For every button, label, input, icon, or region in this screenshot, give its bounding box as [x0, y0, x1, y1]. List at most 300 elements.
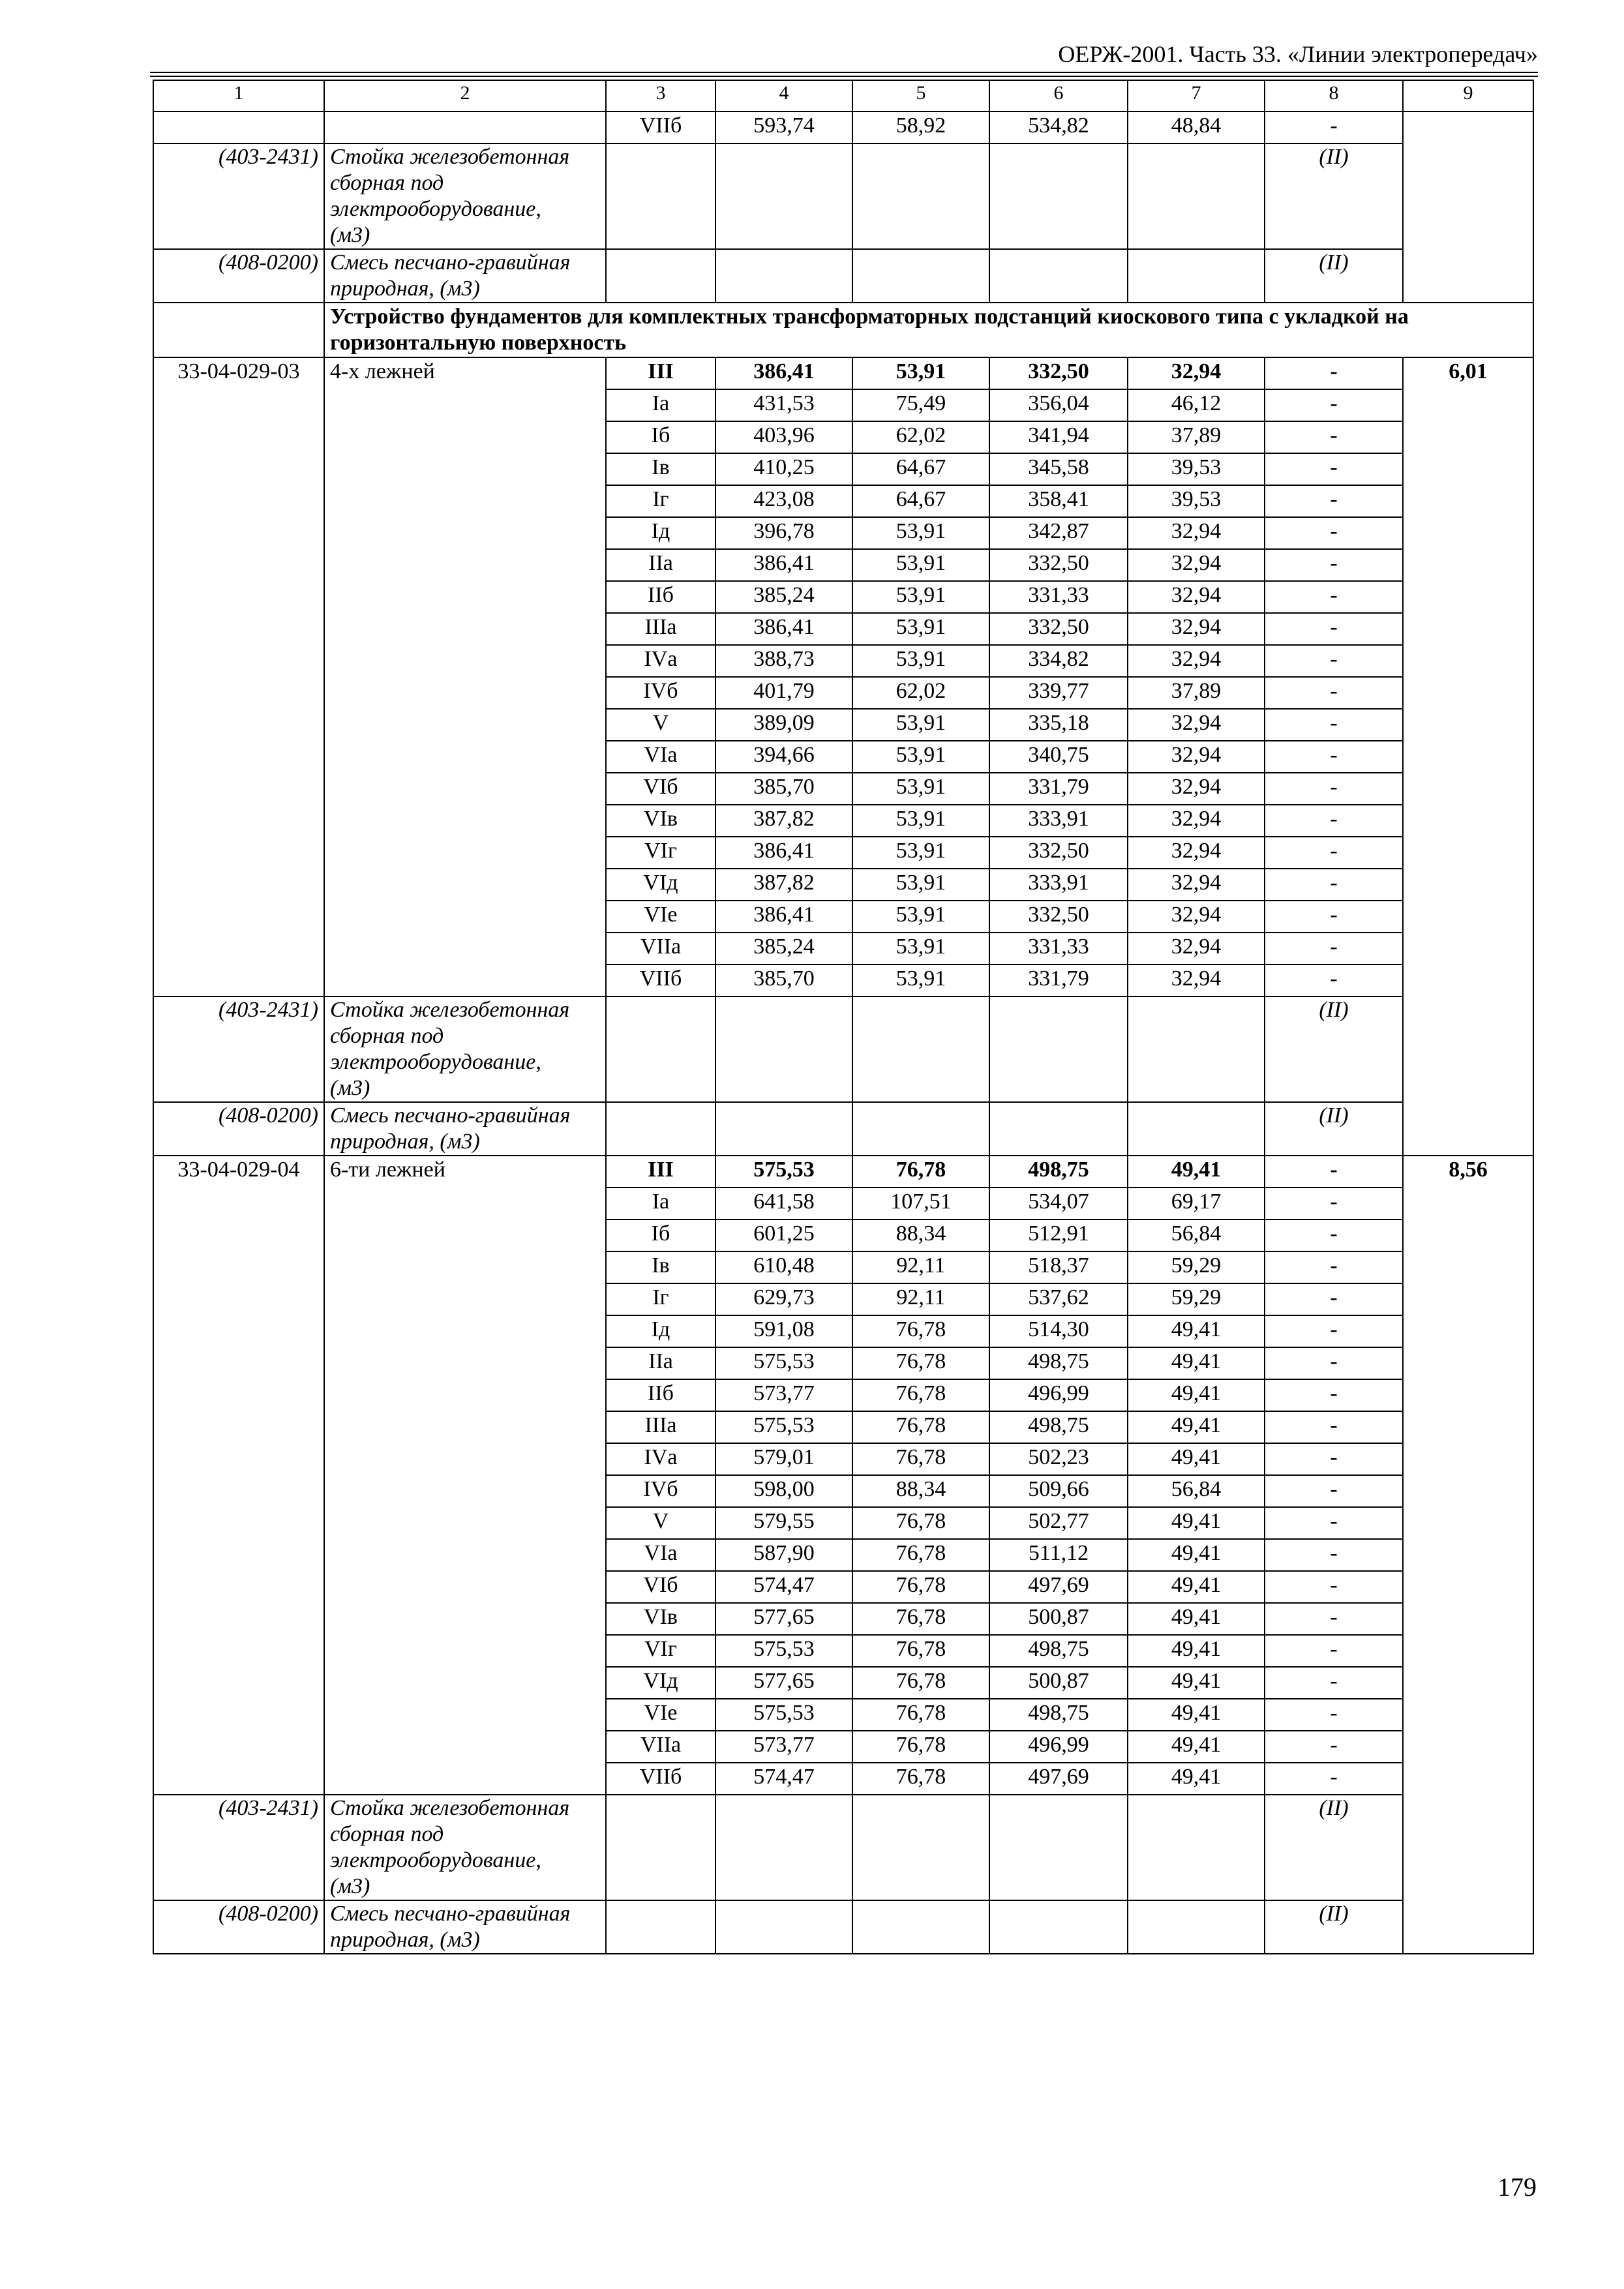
resource-code: (408-0200) — [153, 249, 324, 303]
value-cell-c4: 385,24 — [715, 581, 852, 613]
column-number: 6 — [989, 80, 1128, 112]
value-cell-c8: - — [1265, 453, 1403, 485]
value-cell-c6: 345,58 — [989, 453, 1128, 485]
empty-cell — [989, 1102, 1128, 1156]
value-cell-c7: 49,41 — [1128, 1667, 1265, 1699]
rate-name: 4-х лежней — [324, 357, 606, 996]
value-cell-c4: 386,41 — [715, 357, 852, 389]
value-cell-c7: 37,89 — [1128, 677, 1265, 709]
value-cell-c4: 388,73 — [715, 645, 852, 677]
value-cell-c8: - — [1265, 933, 1403, 965]
column-number: 8 — [1265, 80, 1403, 112]
value-cell-c5: 53,91 — [852, 709, 989, 741]
resource-row — [153, 1795, 1533, 1900]
resource-name-line: Стойка железобетонная — [330, 1795, 570, 1820]
value-cell-c7: 59,29 — [1128, 1251, 1265, 1283]
empty-cell — [715, 1795, 852, 1900]
value-cell-c5: 76,78 — [852, 1699, 989, 1731]
page-header-title: ОЕРЖ-2001. Часть 33. «Линии электропередач» — [1058, 41, 1538, 67]
value-cell-c4: 386,41 — [715, 901, 852, 933]
value-cell-c6: 496,99 — [989, 1731, 1128, 1763]
zone-cell: VIд — [606, 1667, 715, 1699]
zone-cell: VIб — [606, 1571, 715, 1603]
value-cell-c6: 537,62 — [989, 1283, 1128, 1315]
value-cell-c7: 49,41 — [1128, 1411, 1265, 1443]
rate-c9: 8,56 — [1403, 1156, 1533, 1954]
value-cell-c6: 512,91 — [989, 1219, 1128, 1251]
value-cell-c6: 511,12 — [989, 1539, 1128, 1571]
value-cell-c5: 53,91 — [852, 517, 989, 549]
value-cell-c6: 500,87 — [989, 1667, 1128, 1699]
resource-mark: (II) — [1265, 1795, 1403, 1900]
resource-code: (403-2431) — [153, 996, 324, 1102]
resource-mark: (II) — [1265, 143, 1403, 249]
value-cell-c8: - — [1265, 1731, 1403, 1763]
header-rule — [150, 72, 1538, 73]
value-cell-c7: 32,94 — [1128, 645, 1265, 677]
empty-cell — [324, 112, 606, 143]
value-cell-c8: - — [1265, 1603, 1403, 1635]
empty-cell — [1128, 1900, 1265, 1954]
value-cell-c5: 64,67 — [852, 485, 989, 517]
value-cell-c5: 76,78 — [852, 1731, 989, 1763]
empty-cell — [852, 996, 989, 1102]
value-cell-c6: 509,66 — [989, 1475, 1128, 1507]
resource-name-line: сборная под — [330, 171, 444, 195]
value-cell-c4: 575,53 — [715, 1156, 852, 1188]
value-cell-c7: 32,94 — [1128, 933, 1265, 965]
zone-cell: VIг — [606, 837, 715, 869]
zone-cell: VIIб — [606, 112, 715, 143]
empty-cell — [153, 112, 324, 143]
value-cell-c6: 498,75 — [989, 1156, 1128, 1188]
resource-row — [153, 1102, 1533, 1156]
value-cell-c6: 332,50 — [989, 837, 1128, 869]
value-cell-c7: 32,94 — [1128, 869, 1265, 901]
value-cell-c7: 32,94 — [1128, 581, 1265, 613]
value-cell-c8: - — [1265, 1763, 1403, 1795]
value-cell-c8: - — [1265, 1379, 1403, 1411]
value-cell-c8: - — [1265, 869, 1403, 901]
value-cell-c6: 331,79 — [989, 965, 1128, 996]
zone-cell: Iг — [606, 1283, 715, 1315]
resource-code: (403-2431) — [153, 1795, 324, 1900]
zone-cell: IIа — [606, 549, 715, 581]
value-cell-c8: - — [1265, 741, 1403, 773]
resource-mark: (II) — [1265, 1900, 1403, 1954]
value-cell-c7: 39,53 — [1128, 453, 1265, 485]
value-cell-c8: - — [1265, 901, 1403, 933]
value-cell-c8: - — [1265, 1443, 1403, 1475]
value-cell-c5: 53,91 — [852, 773, 989, 805]
value-cell-c8: - — [1265, 1188, 1403, 1219]
value-cell-c5: 62,02 — [852, 677, 989, 709]
value-cell-c7: 32,94 — [1128, 517, 1265, 549]
value-cell-c6: 497,69 — [989, 1571, 1128, 1603]
rate-code: 33-04-029-03 — [153, 357, 324, 996]
zone-cell: IVб — [606, 1475, 715, 1507]
value-cell-c5: 76,78 — [852, 1635, 989, 1667]
value-cell-c4: 385,70 — [715, 773, 852, 805]
resource-name — [324, 1102, 606, 1156]
value-cell-c4: 403,96 — [715, 421, 852, 453]
value-cell-c7: 49,41 — [1128, 1603, 1265, 1635]
value-cell-c5: 58,92 — [852, 112, 989, 143]
zone-cell: V — [606, 709, 715, 741]
value-cell-c8: - — [1265, 1347, 1403, 1379]
value-cell-c7: 39,53 — [1128, 485, 1265, 517]
zone-cell: VIа — [606, 741, 715, 773]
value-cell-c6: 358,41 — [989, 485, 1128, 517]
value-cell-c8: - — [1265, 677, 1403, 709]
value-cell-c6: 518,37 — [989, 1251, 1128, 1283]
value-cell-c7: 49,41 — [1128, 1763, 1265, 1795]
value-cell-c5: 53,91 — [852, 613, 989, 645]
resource-mark: (II) — [1265, 1102, 1403, 1156]
value-cell-c4: 579,01 — [715, 1443, 852, 1475]
empty-cell — [606, 1900, 715, 1954]
empty-cell — [1128, 1795, 1265, 1900]
resource-code: (408-0200) — [153, 1900, 324, 1954]
empty-cell — [715, 249, 852, 303]
zone-cell: Iа — [606, 389, 715, 421]
zone-cell: VIа — [606, 1539, 715, 1571]
value-cell-c6: 356,04 — [989, 389, 1128, 421]
value-cell-c8: - — [1265, 1411, 1403, 1443]
value-cell-c4: 396,78 — [715, 517, 852, 549]
value-cell-c6: 534,07 — [989, 1188, 1128, 1219]
value-cell-c8: - — [1265, 965, 1403, 996]
value-cell-c8: - — [1265, 613, 1403, 645]
zone-cell: VIд — [606, 869, 715, 901]
value-cell-c4: 577,65 — [715, 1603, 852, 1635]
value-cell-c4: 575,53 — [715, 1347, 852, 1379]
value-cell-c5: 76,78 — [852, 1379, 989, 1411]
value-cell-c6: 496,99 — [989, 1379, 1128, 1411]
zone-cell: IIб — [606, 581, 715, 613]
resource-mark: (II) — [1265, 249, 1403, 303]
value-cell-c4: 423,08 — [715, 485, 852, 517]
value-cell-c5: 76,78 — [852, 1763, 989, 1795]
value-cell-c6: 341,94 — [989, 421, 1128, 453]
value-cell-c8: - — [1265, 1475, 1403, 1507]
value-cell-c6: 534,82 — [989, 112, 1128, 143]
value-cell-c8: - — [1265, 1315, 1403, 1347]
value-cell-c4: 394,66 — [715, 741, 852, 773]
zone-cell: IIб — [606, 1379, 715, 1411]
value-cell-c8: - — [1265, 1571, 1403, 1603]
value-cell-c7: 49,41 — [1128, 1379, 1265, 1411]
resource-name-line: (м3) — [330, 1874, 370, 1898]
zone-cell: IVб — [606, 677, 715, 709]
value-cell-c8: - — [1265, 1219, 1403, 1251]
zone-cell: Iд — [606, 1315, 715, 1347]
value-cell-c4: 577,65 — [715, 1667, 852, 1699]
value-cell-c7: 49,41 — [1128, 1443, 1265, 1475]
resource-code: (403-2431) — [153, 143, 324, 249]
value-cell-c4: 573,77 — [715, 1379, 852, 1411]
value-cell-c5: 53,91 — [852, 965, 989, 996]
zone-cell: VIв — [606, 805, 715, 837]
value-cell-c7: 32,94 — [1128, 357, 1265, 389]
rate-name: 6-ти лежней — [324, 1156, 606, 1795]
zone-cell: IIIа — [606, 1411, 715, 1443]
header-rule — [150, 76, 1538, 77]
resource-name-line: Стойка железобетонная — [330, 145, 570, 169]
resource-name-line: природная, (м3) — [330, 277, 480, 301]
value-cell-c4: 641,58 — [715, 1188, 852, 1219]
value-cell-c6: 331,79 — [989, 773, 1128, 805]
zone-cell: VIе — [606, 1699, 715, 1731]
value-cell-c7: 56,84 — [1128, 1219, 1265, 1251]
column-number: 5 — [852, 80, 989, 112]
resource-code: (408-0200) — [153, 1102, 324, 1156]
value-cell-c4: 575,53 — [715, 1635, 852, 1667]
zone-cell: VIIа — [606, 933, 715, 965]
value-cell-c4: 629,73 — [715, 1283, 852, 1315]
resource-row — [153, 249, 1533, 303]
value-cell-c4: 387,82 — [715, 869, 852, 901]
value-cell-c5: 53,91 — [852, 357, 989, 389]
column-number-row — [153, 80, 1533, 112]
resource-mark: (II) — [1265, 996, 1403, 1102]
value-cell-c5: 53,91 — [852, 741, 989, 773]
empty-cell — [1128, 1102, 1265, 1156]
value-cell-c6: 340,75 — [989, 741, 1128, 773]
column-number: 4 — [715, 80, 852, 112]
zone-cell: Iа — [606, 1188, 715, 1219]
empty-cell — [1128, 143, 1265, 249]
value-cell-c5: 92,11 — [852, 1251, 989, 1283]
empty-cell — [1128, 249, 1265, 303]
value-cell-c4: 579,55 — [715, 1507, 852, 1539]
value-cell-c4: 593,74 — [715, 112, 852, 143]
resource-name-line: электрооборудование, — [330, 1049, 541, 1074]
value-cell-c4: 386,41 — [715, 613, 852, 645]
value-cell-c8: - — [1265, 421, 1403, 453]
empty-cell — [989, 996, 1128, 1102]
resource-name-line: природная, (м3) — [330, 1927, 480, 1952]
resource-name — [324, 996, 606, 1102]
rates-table — [153, 80, 1534, 1954]
value-cell-c8: - — [1265, 709, 1403, 741]
value-cell-c5: 53,91 — [852, 581, 989, 613]
resource-name-line: электрооборудование, — [330, 1848, 541, 1872]
value-cell-c7: 32,94 — [1128, 965, 1265, 996]
value-cell-c6: 331,33 — [989, 581, 1128, 613]
resource-row — [153, 1900, 1533, 1954]
value-cell-c7: 32,94 — [1128, 773, 1265, 805]
column-number: 2 — [324, 80, 606, 112]
resource-name-line: (м3) — [330, 223, 370, 247]
value-cell-c4: 575,53 — [715, 1699, 852, 1731]
empty-cell — [852, 1900, 989, 1954]
zone-cell: Iв — [606, 453, 715, 485]
resource-name-line: электрооборудование, — [330, 197, 541, 221]
table-row — [153, 357, 1533, 389]
empty-cell — [606, 249, 715, 303]
empty-cell — [715, 996, 852, 1102]
empty-cell — [715, 143, 852, 249]
rates-table-body — [153, 80, 1533, 1954]
resource-name-line: Смесь песчано-гравийная — [330, 1901, 571, 1926]
zone-cell: VIв — [606, 1603, 715, 1635]
value-cell-c4: 591,08 — [715, 1315, 852, 1347]
column-number: 3 — [606, 80, 715, 112]
zone-cell: IIа — [606, 1347, 715, 1379]
value-cell-c4: 587,90 — [715, 1539, 852, 1571]
zone-cell: VIе — [606, 901, 715, 933]
value-cell-c7: 49,41 — [1128, 1571, 1265, 1603]
value-cell-c5: 53,91 — [852, 933, 989, 965]
value-cell-c5: 107,51 — [852, 1188, 989, 1219]
empty-cell — [715, 1102, 852, 1156]
value-cell-c4: 575,53 — [715, 1411, 852, 1443]
resource-name — [324, 143, 606, 249]
value-cell-c5: 76,78 — [852, 1347, 989, 1379]
value-cell-c8: - — [1265, 485, 1403, 517]
column-number: 9 — [1403, 80, 1533, 112]
table-row — [153, 1156, 1533, 1188]
value-cell-c6: 332,50 — [989, 613, 1128, 645]
value-cell-c4: 431,53 — [715, 389, 852, 421]
zone-cell: IIIа — [606, 613, 715, 645]
value-cell-c6: 498,75 — [989, 1411, 1128, 1443]
value-cell-c8: - — [1265, 389, 1403, 421]
value-cell-c5: 53,91 — [852, 549, 989, 581]
value-cell-c8: - — [1265, 581, 1403, 613]
value-cell-c8: - — [1265, 645, 1403, 677]
value-cell-c7: 49,41 — [1128, 1731, 1265, 1763]
value-cell-c8: - — [1265, 549, 1403, 581]
value-cell-c4: 386,41 — [715, 549, 852, 581]
zone-cell: VIб — [606, 773, 715, 805]
value-cell-c6: 332,50 — [989, 549, 1128, 581]
empty-cell — [606, 143, 715, 249]
value-cell-c8: - — [1265, 773, 1403, 805]
empty-cell — [989, 1795, 1128, 1900]
value-cell-c7: 56,84 — [1128, 1475, 1265, 1507]
value-cell-c5: 76,78 — [852, 1315, 989, 1347]
zone-cell: VIIб — [606, 965, 715, 996]
value-cell-c5: 53,91 — [852, 837, 989, 869]
empty-cell — [852, 1102, 989, 1156]
value-cell-c6: 332,50 — [989, 357, 1128, 389]
value-cell-c8: - — [1265, 1156, 1403, 1188]
value-cell-c5: 76,78 — [852, 1156, 989, 1188]
value-cell-c6: 498,75 — [989, 1635, 1128, 1667]
value-cell-c4: 601,25 — [715, 1219, 852, 1251]
empty-cell — [989, 1900, 1128, 1954]
zone-cell: V — [606, 1507, 715, 1539]
value-cell-c5: 88,34 — [852, 1219, 989, 1251]
value-cell-c4: 385,24 — [715, 933, 852, 965]
empty-cell — [606, 1795, 715, 1900]
value-cell-c4: 574,47 — [715, 1571, 852, 1603]
zone-cell: Iг — [606, 485, 715, 517]
value-cell-c4: 386,41 — [715, 837, 852, 869]
zone-cell: IVа — [606, 645, 715, 677]
resource-name-line: (м3) — [330, 1075, 370, 1100]
value-cell-c7: 46,12 — [1128, 389, 1265, 421]
section-title-row — [153, 303, 1533, 357]
resource-name-line: Стойка железобетонная — [330, 997, 570, 1022]
value-cell-c7: 49,41 — [1128, 1635, 1265, 1667]
column-number: 7 — [1128, 80, 1265, 112]
resource-name — [324, 249, 606, 303]
value-cell-c6: 339,77 — [989, 677, 1128, 709]
value-cell-c5: 92,11 — [852, 1283, 989, 1315]
value-cell-c6: 500,87 — [989, 1603, 1128, 1635]
empty-cell — [852, 1795, 989, 1900]
value-cell-c5: 53,91 — [852, 805, 989, 837]
value-cell-c6: 331,33 — [989, 933, 1128, 965]
resource-row — [153, 996, 1533, 1102]
value-cell-c7: 49,41 — [1128, 1315, 1265, 1347]
value-cell-c6: 502,23 — [989, 1443, 1128, 1475]
resource-name-line: Смесь песчано-гравийная — [330, 1103, 571, 1128]
value-cell-c8: - — [1265, 837, 1403, 869]
value-cell-c5: 76,78 — [852, 1507, 989, 1539]
empty-cell — [1403, 112, 1533, 303]
value-cell-c4: 387,82 — [715, 805, 852, 837]
resource-name — [324, 1795, 606, 1900]
section-title: Устройство фундаментов для комплектных трансформаторных подстанций киоскового типа с укладкой на горизонтальную поверхность — [324, 303, 1533, 357]
value-cell-c5: 62,02 — [852, 421, 989, 453]
value-cell-c6: 498,75 — [989, 1699, 1128, 1731]
empty-cell — [852, 143, 989, 249]
value-cell-c7: 32,94 — [1128, 901, 1265, 933]
value-cell-c7: 49,41 — [1128, 1156, 1265, 1188]
value-cell-c8: - — [1265, 1283, 1403, 1315]
value-cell-c8: - — [1265, 517, 1403, 549]
value-cell-c7: 49,41 — [1128, 1507, 1265, 1539]
value-cell-c7: 32,94 — [1128, 709, 1265, 741]
value-cell-c6: 335,18 — [989, 709, 1128, 741]
value-cell-c8: - — [1265, 1635, 1403, 1667]
empty-cell — [852, 249, 989, 303]
value-cell-c4: 385,70 — [715, 965, 852, 996]
value-cell-c5: 75,49 — [852, 389, 989, 421]
value-cell-c7: 32,94 — [1128, 805, 1265, 837]
resource-row — [153, 143, 1533, 249]
value-cell-c7: 48,84 — [1128, 112, 1265, 143]
value-cell-c5: 76,78 — [852, 1603, 989, 1635]
empty-cell — [153, 303, 324, 357]
value-cell-c7: 49,41 — [1128, 1699, 1265, 1731]
value-cell-c8: - — [1265, 112, 1403, 143]
value-cell-c4: 401,79 — [715, 677, 852, 709]
value-cell-c5: 76,78 — [852, 1571, 989, 1603]
value-cell-c5: 76,78 — [852, 1667, 989, 1699]
zone-cell: Iв — [606, 1251, 715, 1283]
resource-name — [324, 1900, 606, 1954]
value-cell-c6: 332,50 — [989, 901, 1128, 933]
value-cell-c6: 333,91 — [989, 869, 1128, 901]
value-cell-c8: - — [1265, 1699, 1403, 1731]
empty-cell — [989, 143, 1128, 249]
rate-code: 33-04-029-04 — [153, 1156, 324, 1795]
value-cell-c5: 64,67 — [852, 453, 989, 485]
value-cell-c7: 49,41 — [1128, 1347, 1265, 1379]
value-cell-c6: 502,77 — [989, 1507, 1128, 1539]
page-number: 179 — [1497, 2172, 1537, 2202]
value-cell-c5: 53,91 — [852, 645, 989, 677]
value-cell-c4: 410,25 — [715, 453, 852, 485]
value-cell-c4: 598,00 — [715, 1475, 852, 1507]
zone-cell: Iд — [606, 517, 715, 549]
value-cell-c6: 333,91 — [989, 805, 1128, 837]
